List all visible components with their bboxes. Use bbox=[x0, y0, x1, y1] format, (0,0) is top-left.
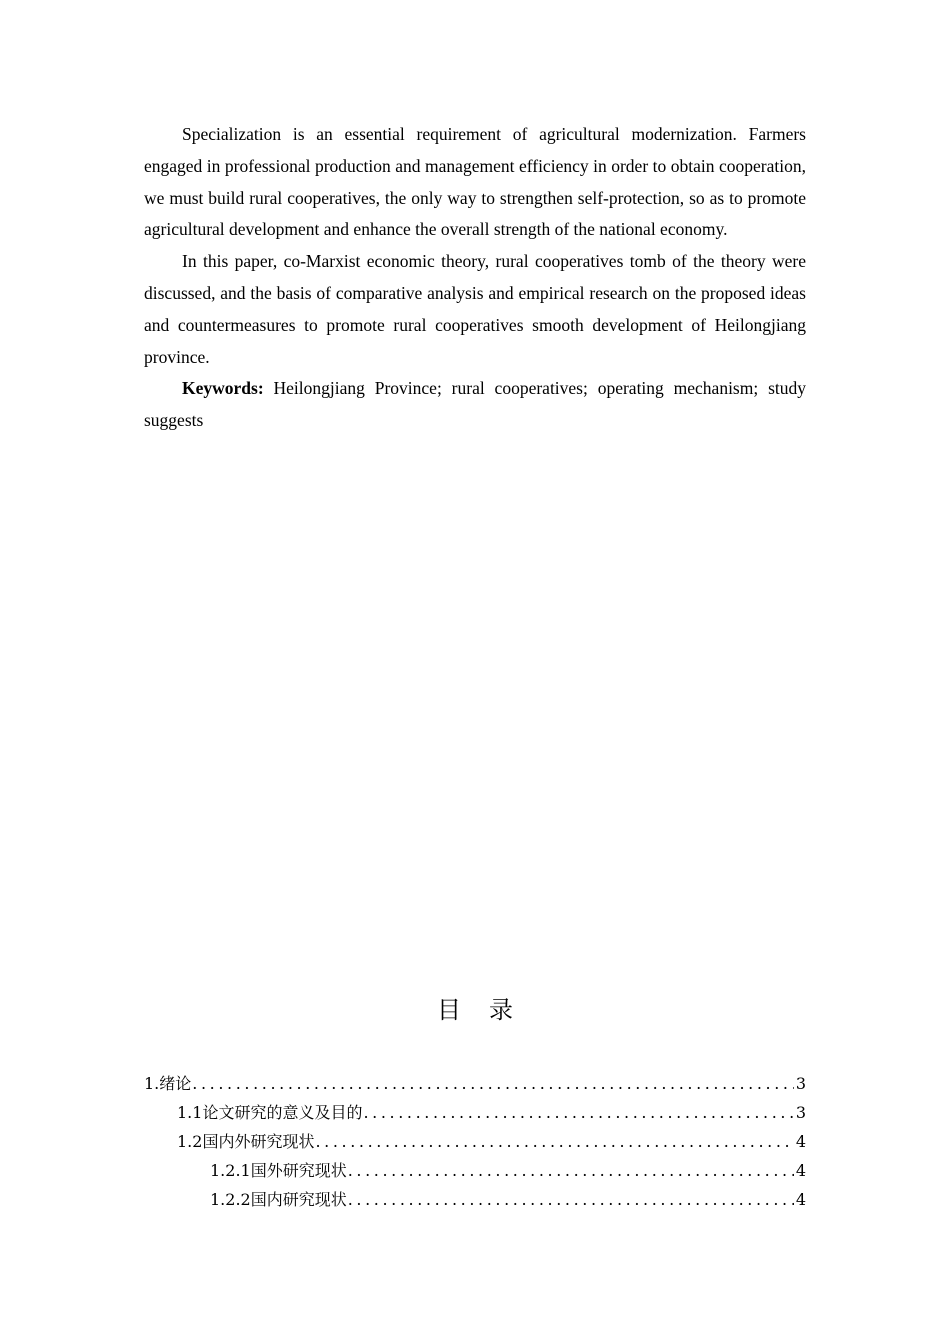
toc-leader-dots bbox=[315, 1127, 793, 1156]
toc-entry-page: 4 bbox=[795, 1132, 806, 1151]
toc-entry-number: 1.2.1 bbox=[210, 1161, 251, 1180]
keywords-label: Keywords: bbox=[182, 378, 264, 399]
toc-entry-number: 1. bbox=[144, 1074, 160, 1093]
toc-entry-title: 国内研究现状 bbox=[250, 1190, 347, 1209]
toc-entry[interactable] bbox=[144, 1156, 806, 1185]
toc-entry[interactable] bbox=[144, 1069, 806, 1098]
keywords-text: Heilongjiang Province; rural cooperatives; operating mechanism; study suggests bbox=[144, 378, 806, 431]
toc-leader-dots bbox=[348, 1156, 794, 1185]
toc-entry-page: 3 bbox=[795, 1103, 806, 1122]
keywords-line bbox=[144, 373, 806, 437]
toc-leader-dots bbox=[363, 1098, 793, 1127]
toc-leader-dots bbox=[192, 1069, 794, 1098]
toc-leader-dots bbox=[348, 1185, 794, 1214]
toc-entry-title: 论文研究的意义及目的 bbox=[202, 1103, 363, 1122]
toc-entry-title: 绪论 bbox=[159, 1074, 192, 1093]
toc-entry[interactable] bbox=[144, 1127, 806, 1156]
abstract-paragraph: In this paper, co-Marxist economic theory, rural cooperatives tomb of the theory were discussed, and the basis of comparative analysis and empirical research on the proposed ideas and countermeasures to promote rural cooperatives smooth development of Heilongjiang province. bbox=[144, 251, 806, 367]
toc-entry-number: 1.1 bbox=[177, 1103, 203, 1122]
table-of-contents bbox=[144, 1069, 806, 1214]
toc-entry-number: 1.2.2 bbox=[210, 1190, 251, 1209]
toc-title: 目录 bbox=[437, 996, 541, 1024]
toc-entry-page: 4 bbox=[795, 1190, 806, 1209]
toc-entry-page: 3 bbox=[795, 1074, 806, 1093]
toc-entry-page: 4 bbox=[795, 1161, 806, 1180]
toc-entry-title: 国内外研究现状 bbox=[202, 1132, 315, 1151]
toc-entry[interactable] bbox=[144, 1185, 806, 1214]
abstract-paragraph: Specialization is an essential requirement of agricultural modernization. Farmers engaged in professional production and management efficiency in order to obtain cooperation, we must build rural cooperatives, the only way to strengthen self-protection, so as to promote agricultural development and enhance the overall strength of the national economy. bbox=[144, 124, 806, 240]
toc-entry-number: 1.2 bbox=[177, 1132, 203, 1151]
english-abstract bbox=[144, 119, 806, 437]
toc-entry-title: 国外研究现状 bbox=[250, 1161, 347, 1180]
toc-entry[interactable] bbox=[144, 1098, 806, 1127]
